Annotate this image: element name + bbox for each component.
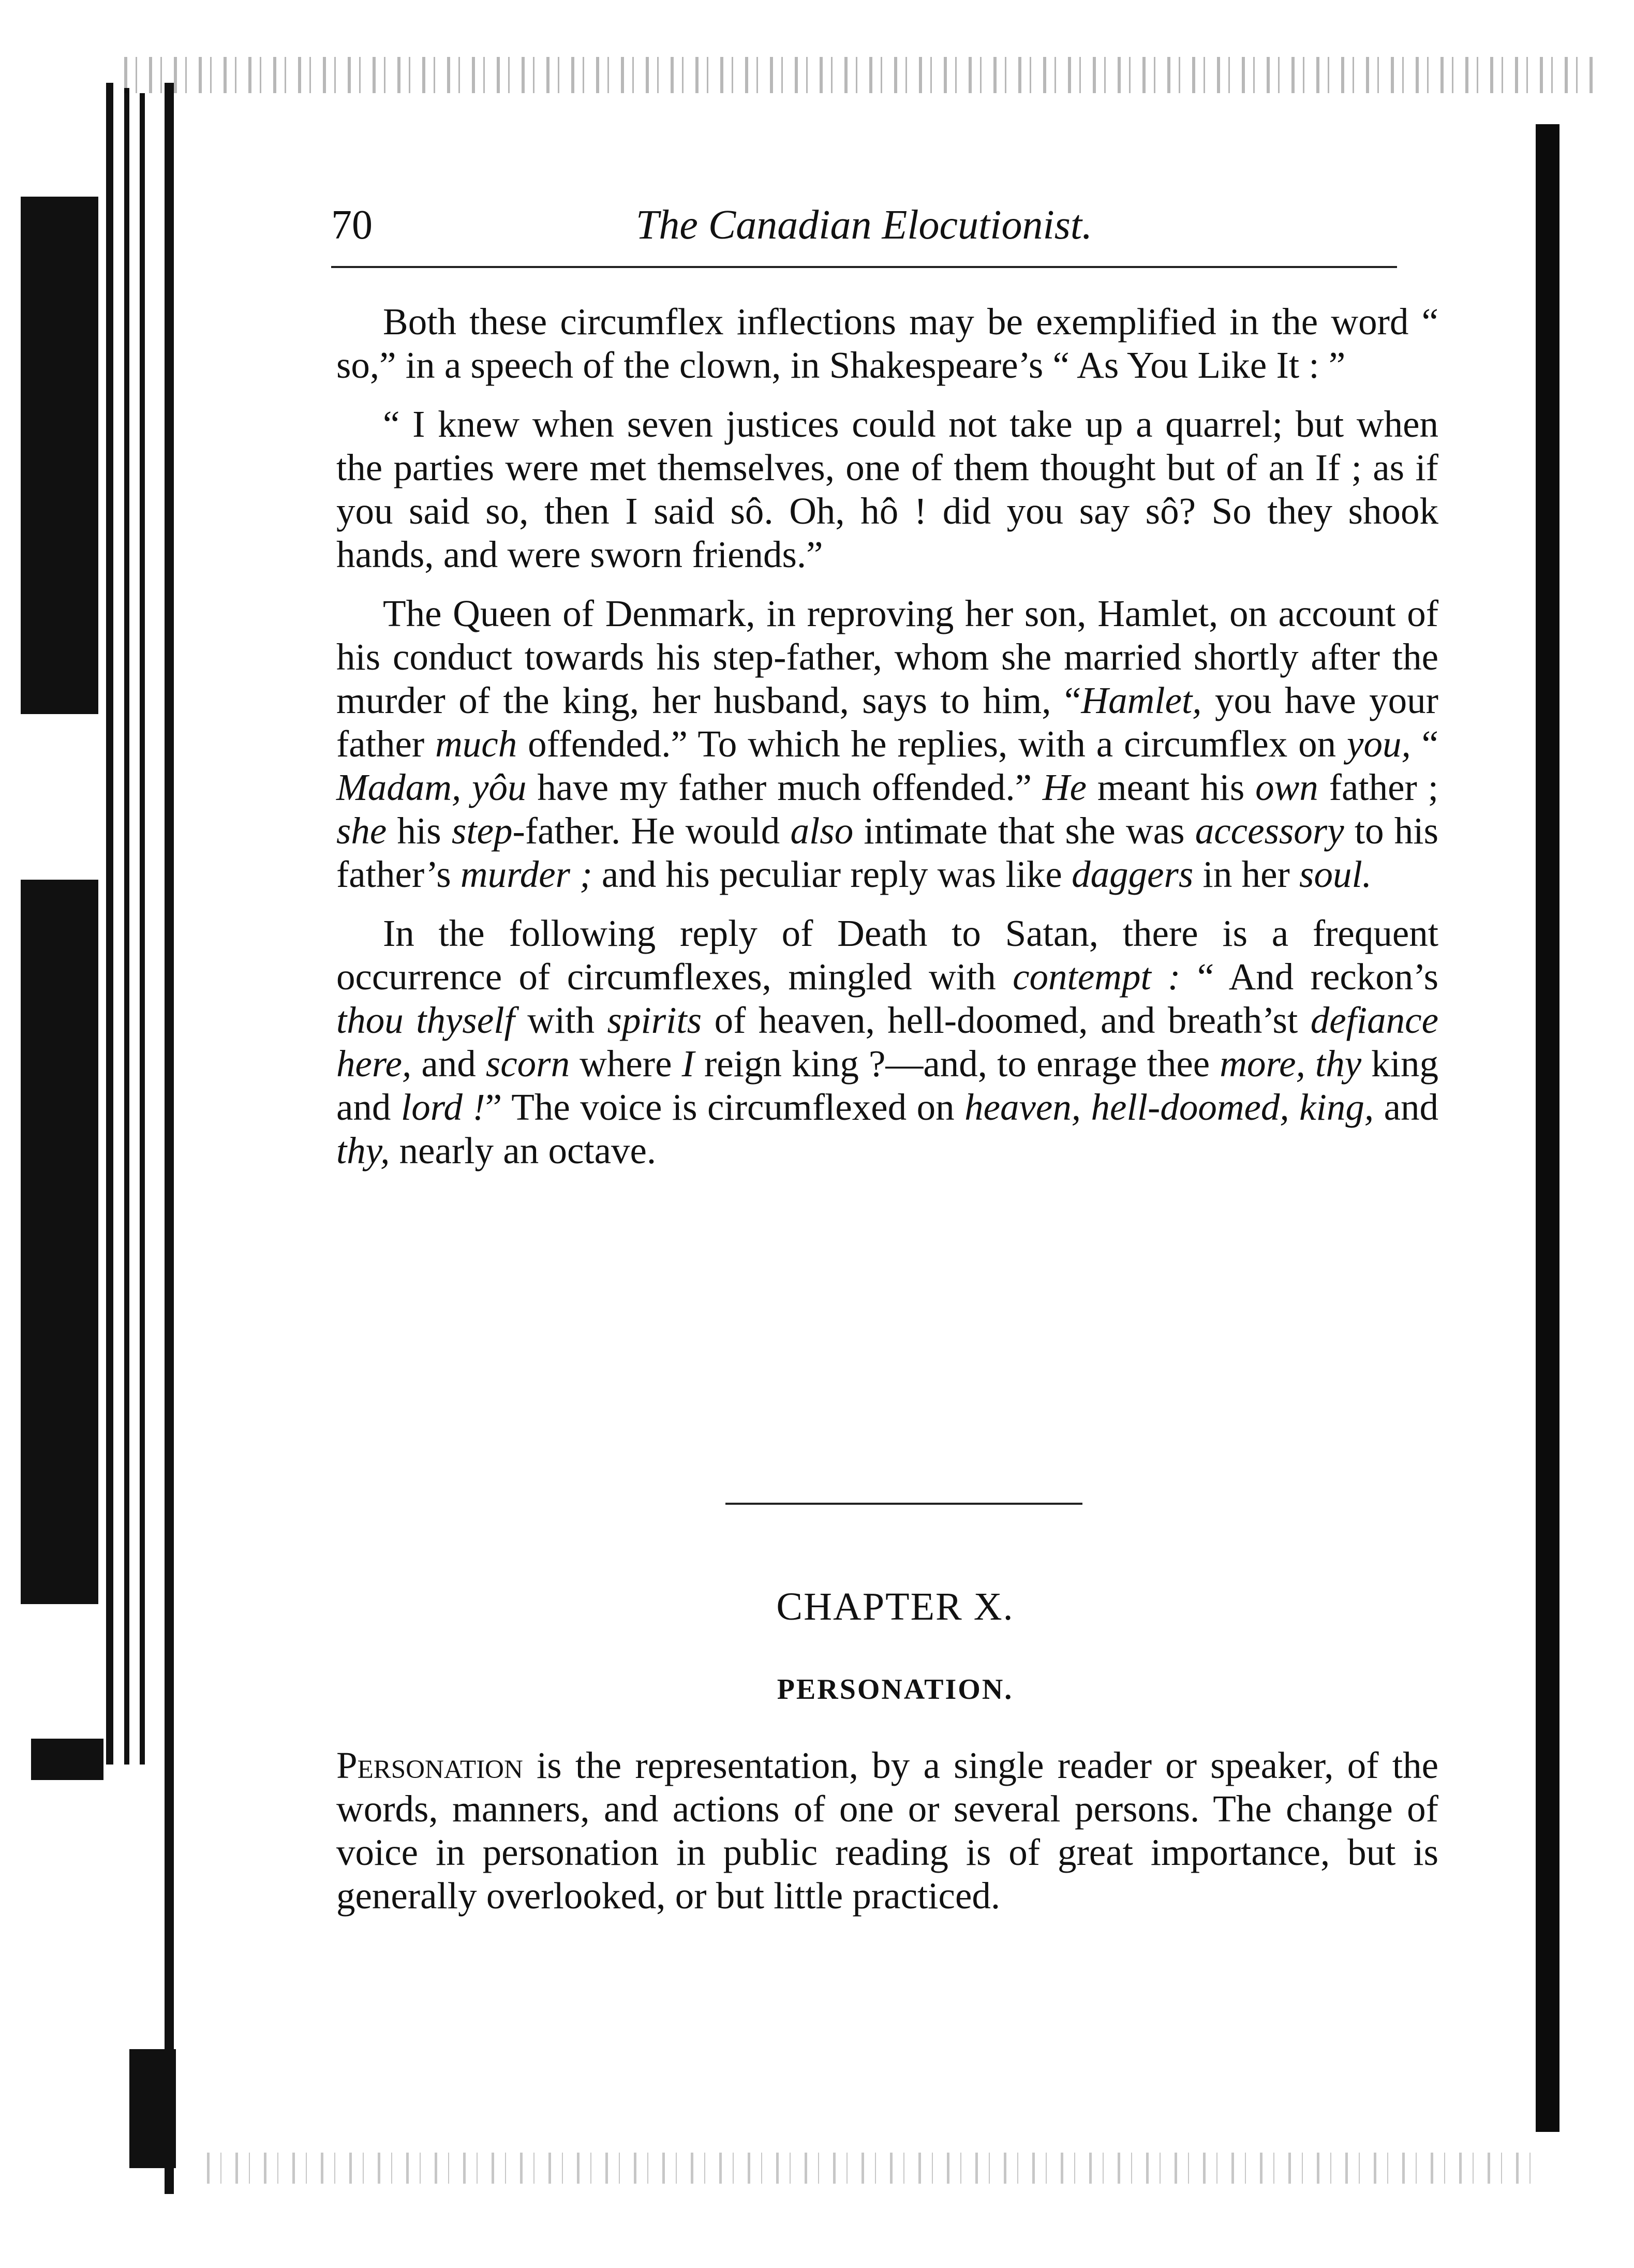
chapter-subtitle: PERSONATION. <box>777 1673 1014 1706</box>
running-head <box>331 197 1397 254</box>
page-gutter-line <box>165 83 174 2194</box>
chapter-title: CHAPTER X. <box>776 1585 1014 1628</box>
scan-bottom-noise <box>207 2153 1532 2184</box>
paragraph-1: Both these circumflex inflections may be exemplified in the word “ so,” in a speech of the clown, in Shakespeare’s “ As You Like It : ” <box>336 301 1438 386</box>
lead-word: Personation <box>336 1744 523 1786</box>
section-personation <box>336 1744 1438 1933</box>
quote-clown: “ I knew when seven justices could not take up a quarrel; but when the parties were met themselves, one of them thought but of an If ; as if you said so, then I said sô. Oh, hô ! did you say sô? So they shook hands, and were sworn friends.” <box>336 403 1438 575</box>
paragraph-hamlet: The Queen of Denmark, in reproving her son, Hamlet, on account of his conduct towards his step-father, whom she married shortly after the murder of the king, her husband, says to him, “Hamlet, you have your father much offended.” To which he replies, with a circumflex on you, “ Madam, yôu have my father much offended.” He meant his own father ; she his step-father. He would also intimate that she was accessory to his father’s murder ; and his peculiar reply was like daggers in her soul. <box>336 592 1438 895</box>
scan-left-edge <box>0 0 176 2268</box>
running-title: The Canadian Elocutionist. <box>635 202 1093 248</box>
section-separator <box>725 1503 1082 1505</box>
section-circumflex <box>336 300 1438 1188</box>
scan-right-edge <box>1536 124 1559 2132</box>
header-rule <box>331 266 1397 268</box>
paragraph-death-satan: In the following reply of Death to Satan, there is a frequent occurrence of circumflexes, mingled with contempt : “ And reckon’s thou thyself with spirits of heaven, hell-doomed, and breath’st defiance here, and scorn where I reign king ?—and, to enrage thee more, thy king and lord !” The voice is circumflexed on heaven, hell-doomed, king, and thy, nearly an octave. <box>336 912 1439 1172</box>
scan-top-noise <box>124 57 1594 93</box>
paragraph-personation: Personation is the representation, by a single reader or speaker, of the words, manners, and actions of one or several persons. The change of voice in personation in public reading is of great importance, but is generally overlooked, or but little practiced. <box>336 1744 1438 1917</box>
page-number: 70 <box>331 202 373 248</box>
